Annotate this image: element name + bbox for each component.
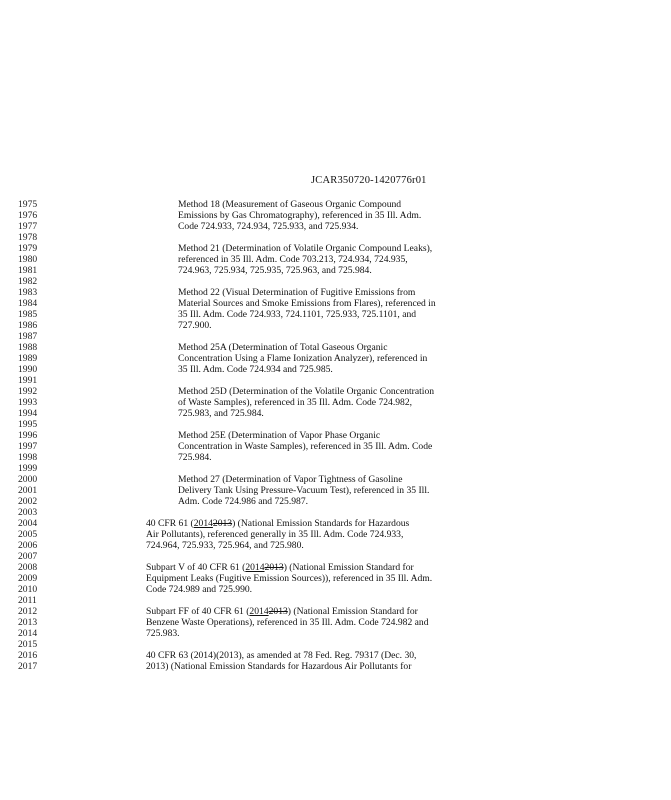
text-segment: 727.900. [178,320,212,331]
text-line [0,562,671,573]
text-segment: 40 CFR 63 (2014)(2013), as amended at 78 Fed. Reg. 79317 (Dec. 30, [146,650,417,661]
line-text [178,342,387,353]
text-line [0,408,671,419]
line-number: 1990 [18,364,38,375]
text-line [0,320,671,331]
text-segment: Method 25D (Determination of the Volatile Organic Concentration [178,386,435,397]
text-segment: Air Pollutants), referenced generally in 35 Ill. Adm. Code 724.933, [146,529,404,540]
text-line [0,232,671,243]
line-number: 1987 [18,331,38,342]
text-line [0,342,671,353]
line-number: 2003 [18,507,38,518]
line-text [178,364,333,375]
text-line [0,474,671,485]
text-line [0,309,671,320]
line-text [146,661,411,672]
line-number: 1979 [18,243,38,254]
line-number: 2017 [18,661,38,672]
line-text [178,210,421,221]
text-line [0,441,671,452]
text-line [0,584,671,595]
text-segment: Method 22 (Visual Determination of Fugitive Emissions from [178,287,416,298]
text-segment: 2013) (National Emission Standards for Hazardous Air Pollutants for [146,661,412,672]
line-text [178,496,308,507]
text-segment: 724.963, 725.934, 725.935, 725.963, and 725.984. [178,265,372,276]
text-line [0,540,671,551]
line-number: 2005 [18,529,38,540]
text-line [0,551,671,562]
line-text [146,650,416,661]
line-text [178,386,434,397]
text-line [0,507,671,518]
text-line [0,628,671,639]
text-line [0,485,671,496]
line-number: 1994 [18,408,38,419]
line-text [146,529,403,540]
line-text [178,430,380,441]
line-text [178,199,401,210]
line-number: 1992 [18,386,38,397]
text-line [0,353,671,364]
text-segment: Material Sources and Smoke Emissions from Flares), referenced in [178,298,436,309]
deleted-text: 2013 [212,518,233,529]
line-number: 2007 [18,551,38,562]
line-number: 2013 [18,617,38,628]
line-number: 2015 [18,639,38,650]
line-text [178,309,416,320]
line-text [178,408,264,419]
text-segment: referenced in 35 Ill. Adm. Code 703.213, 724.934, 724.935, [178,254,408,265]
text-segment: Method 25A (Determination of Total Gaseous Organic [178,342,388,353]
text-segment: 725.983, and 725.984. [178,408,264,419]
text-segment: 725.984. [178,452,212,463]
text-segment: Method 27 (Determination of Vapor Tightness of Gasoline [178,474,403,485]
text-line [0,199,671,210]
line-number: 1984 [18,298,38,309]
line-number: 1983 [18,287,38,298]
text-line [0,496,671,507]
text-segment: Adm. Code 724.986 and 725.987. [178,496,309,507]
text-segment: Benzene Waste Operations), referenced in 35 Ill. Adm. Code 724.982 and [146,617,429,628]
text-segment: of Waste Samples), referenced in 35 Ill. Adm. Code 724.982, [178,397,413,408]
text-line [0,298,671,309]
line-text [178,221,358,232]
line-number: 1999 [18,463,38,474]
line-number: 2011 [18,595,37,606]
line-text [146,628,180,639]
line-text [146,617,429,628]
line-number: 2004 [18,518,38,529]
line-number: 1978 [18,232,38,243]
text-segment: Subpart FF of 40 CFR 61 ( [146,606,250,617]
line-text [146,573,432,584]
line-text [178,474,402,485]
text-segment: Method 21 (Determination of Volatile Organic Compound Leaks), [178,243,433,254]
text-line [0,386,671,397]
text-segment: ) (National Emission Standards for Hazardous [232,518,410,529]
line-number: 1997 [18,441,38,452]
line-number: 2012 [18,606,38,617]
text-line [0,243,671,254]
line-text [178,397,412,408]
line-number: 1976 [18,210,38,221]
text-line [0,529,671,540]
text-line [0,254,671,265]
line-number: 2010 [18,584,38,595]
text-line [0,375,671,386]
text-segment: Method 25E (Determination of Vapor Phase Organic [178,430,381,441]
text-line [0,463,671,474]
line-number: 1977 [18,221,38,232]
line-number: 2016 [18,650,38,661]
text-line [0,573,671,584]
inserted-text: 2014 [193,518,213,529]
deleted-text: 2013 [268,606,288,617]
text-line [0,639,671,650]
text-line [0,452,671,463]
line-number: 1996 [18,430,38,441]
line-number: 1980 [18,254,38,265]
line-number: 2000 [18,474,38,485]
line-text [178,287,415,298]
text-segment: 35 Ill. Adm. Code 724.933, 724.1101, 725.933, 725.1101, and [178,309,417,320]
text-segment: Code 724.933, 724.934, 725.933, and 725.934. [178,221,359,232]
line-number: 1981 [18,265,38,276]
document-identifier: JCAR350720-1420776r01 [311,175,427,186]
line-number: 1988 [18,342,38,353]
text-segment: Delivery Tank Using Pressure-Vacuum Test), referenced in 35 Ill. [178,485,430,496]
line-text [178,452,212,463]
text-segment: Concentration in Waste Samples), referenced in 35 Ill. Adm. Code [178,441,433,452]
text-segment: Concentration Using a Flame Ionization Analyzer), referenced in [178,353,428,364]
text-segment: ) (National Emission Standard for [287,606,418,617]
text-line [0,606,671,617]
line-number: 1986 [18,320,38,331]
line-text [146,562,414,573]
text-segment: ) (National Emission Standard for [283,562,414,573]
text-segment: Equipment Leaks (Fugitive Emission Sources)), referenced in 35 Ill. Adm. [146,573,433,584]
line-number: 1985 [18,309,38,320]
text-segment: 40 CFR 61 ( [146,518,194,529]
text-line [0,276,671,287]
text-line [0,419,671,430]
line-number: 1982 [18,276,38,287]
text-segment: 725.983. [146,628,180,639]
text-line [0,287,671,298]
inserted-text: 2014 [245,562,265,573]
text-line [0,617,671,628]
line-text [146,540,304,551]
text-line [0,364,671,375]
text-line [0,518,671,529]
line-number: 2006 [18,540,38,551]
text-line [0,430,671,441]
line-text [178,441,432,452]
text-segment: Method 18 (Measurement of Gaseous Organic Compound [178,199,402,210]
line-number: 1975 [18,199,38,210]
text-line [0,650,671,661]
text-line [0,595,671,606]
text-line [0,265,671,276]
line-text [178,243,432,254]
text-segment: 35 Ill. Adm. Code 724.934 and 725.985. [178,364,333,375]
line-number: 2014 [18,628,38,639]
line-number: 2002 [18,496,38,507]
line-number: 1995 [18,419,38,430]
text-line [0,661,671,672]
line-number: 2001 [18,485,38,496]
text-segment: Emissions by Gas Chromatography), referenced in 35 Ill. Adm. [178,210,422,221]
line-text [178,320,212,331]
line-text [178,254,408,265]
inserted-text: 2014 [249,606,269,617]
text-line [0,221,671,232]
text-line [0,331,671,342]
line-text [178,485,429,496]
line-number: 1989 [18,353,38,364]
line-text [178,353,427,364]
text-line [0,210,671,221]
text-segment: 724.964, 725.933, 725.964, and 725.980. [146,540,304,551]
line-number: 1993 [18,397,38,408]
line-text [178,298,436,309]
line-text [146,584,252,595]
line-number: 1991 [18,375,38,386]
line-text [146,606,418,617]
text-segment: Code 724.989 and 725.990. [146,584,253,595]
deleted-text: 2013 [264,562,284,573]
line-text [178,265,372,276]
text-segment: Subpart V of 40 CFR 61 ( [146,562,246,573]
text-line [0,397,671,408]
line-number: 2008 [18,562,38,573]
line-text [146,518,409,529]
line-number: 1998 [18,452,38,463]
line-number: 2009 [18,573,38,584]
